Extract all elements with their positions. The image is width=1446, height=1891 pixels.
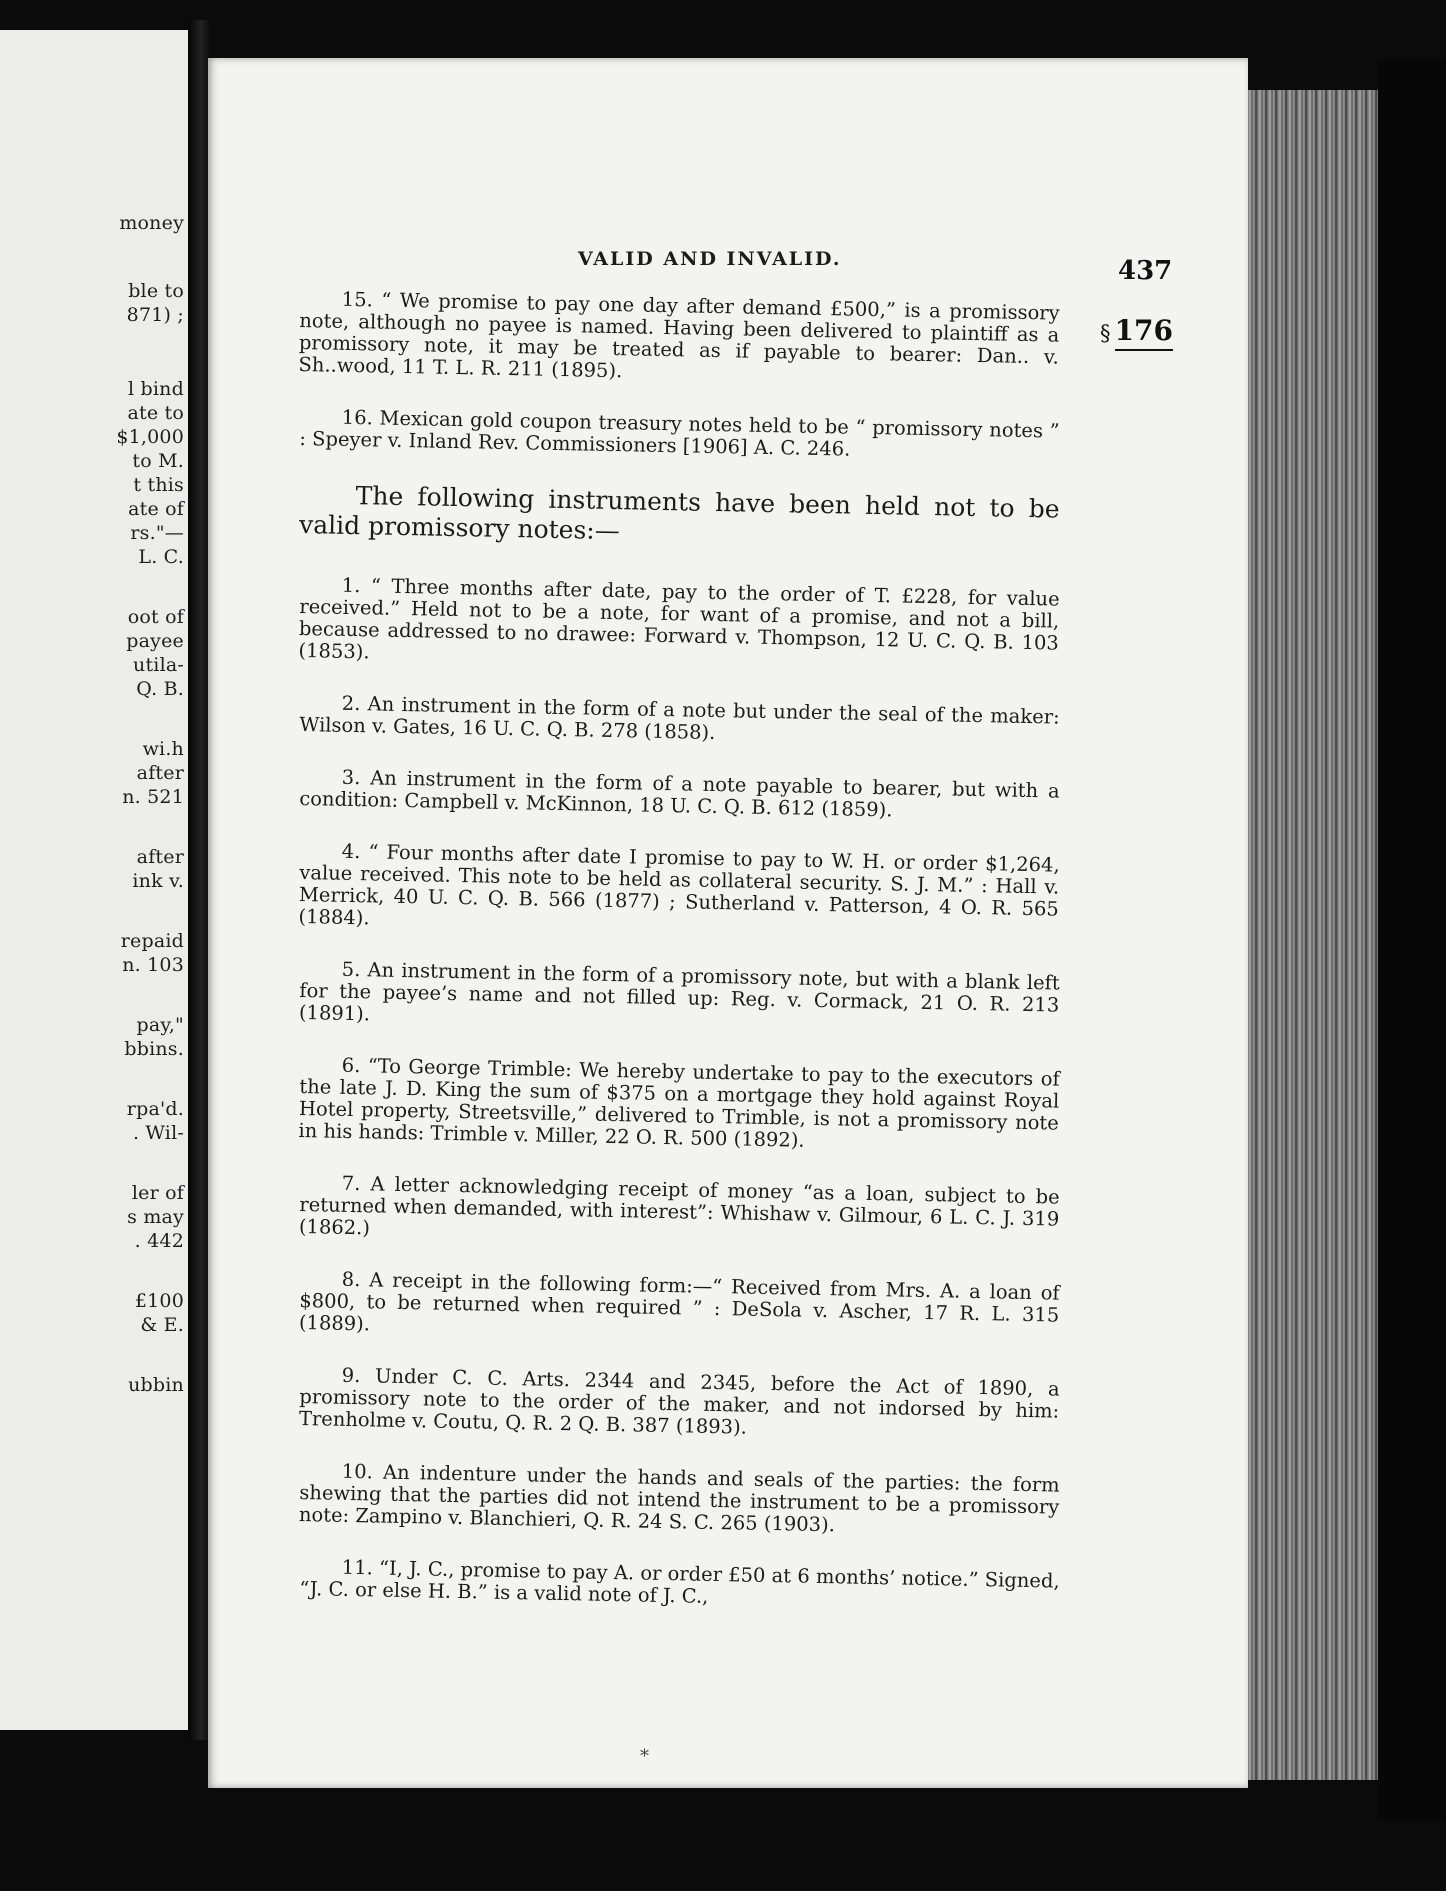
left-page-line: . Wil-: [132, 1122, 184, 1144]
left-page-line: to M.: [132, 450, 184, 472]
page-number: 437: [1118, 256, 1173, 286]
section-number: 176: [1115, 314, 1173, 351]
left-page-line: l bind: [128, 378, 184, 400]
left-page-line: utila-: [133, 654, 184, 676]
left-page-line: $1,000: [116, 426, 184, 448]
scan-background: [1378, 60, 1446, 1820]
left-page-line: L. C.: [138, 546, 184, 568]
page-edges: [1248, 90, 1378, 1780]
paragraph-15: 15. “ We promise to pay one day after demand £500,” is a promissory note, although no payee is named. Having been delivered to plaintiff as a promissory note, it may be treated as if payable to bearer: Dan.. v. Sh..wood, 11 T. L. R. 211 (1895).: [298, 287, 1060, 383]
left-page-line: payee: [126, 630, 184, 652]
left-page-line: bbins.: [124, 1038, 184, 1060]
page-body: [300, 288, 1060, 1630]
paragraph-11: 11. “I, J. C., promise to pay A. or order £50 at 6 months’ notice.” Signed, “J. C. or else H. B.” is a valid note of J. C.,: [299, 1555, 1060, 1608]
section-symbol: §: [1100, 321, 1111, 345]
left-page-line: pay,": [136, 1014, 184, 1036]
left-page-line: Q. B.: [136, 678, 184, 700]
left-page-line: oot of: [127, 606, 184, 628]
paragraph-8: 8. A receipt in the following form:—“ Received from Mrs. A. a loan of $800, to be returned when required ” : DeSola v. Ascher, 17 R. L. 315 (1889).: [298, 1267, 1060, 1336]
left-page-line: repaid: [120, 930, 184, 952]
main-page: [208, 58, 1248, 1788]
left-page-line: 871) ;: [126, 304, 184, 326]
left-page-line: ink v.: [132, 870, 184, 892]
paragraph-16: 16. Mexican gold coupon treasury notes held to be “ promissory notes ” : Speyer v. Inland Rev. Commissioners [1906] A. C. 246.: [299, 405, 1060, 461]
left-page-line: s may: [127, 1206, 184, 1228]
left-page-line: t this: [133, 474, 184, 496]
left-page-line: money: [119, 212, 184, 234]
left-page-line: n. 521: [122, 786, 184, 808]
left-page-line: after: [136, 846, 184, 868]
left-page-line: & E.: [140, 1314, 184, 1336]
running-head: VALID AND INVALID.: [578, 248, 842, 270]
left-page-line: . 442: [134, 1230, 184, 1252]
left-page-line: after: [136, 762, 184, 784]
paragraph-7: 7. A letter acknowledging receipt of money “as a loan, subject to be returned when demanded, with interest”: Whishaw v. Gilmour, 6 L. C. J. 319 (1862.): [298, 1171, 1060, 1240]
book-gutter: [188, 20, 210, 1740]
left-page-line: ate to: [127, 402, 184, 424]
left-page-line: ubbin: [128, 1374, 184, 1396]
left-page-line: ble to: [128, 280, 184, 302]
section-marker: [1100, 314, 1173, 351]
paragraph-10: 10. An indenture under the hands and seals of the parties: the form shewing that the parties did not intend the instrument to be a promissory note: Zampino v. Blanchieri, Q. R. 24 S. C. 265 (1903).: [298, 1459, 1060, 1537]
left-page-line: ate of: [128, 498, 184, 520]
paragraph-6: 6. “To George Trimble: We hereby undertake to pay to the executors of the late J. D. King the sum of $375 on a mortgage they hold against Royal Hotel property, Streetsville,” delivered to Trimble, is not a promissory note in his hands: Trimble v. Miller, 22 O. R. 500 (1892).: [298, 1053, 1060, 1152]
paragraph-5: 5. An instrument in the form of a promissory note, but with a blank left for the payee’s name and not filled up: Reg. v. Cormack, 21 O. R. 213 (1891).: [298, 957, 1060, 1026]
left-page-line: wi.h: [142, 738, 184, 760]
paragraph-2: 2. An instrument in the form of a note but under the seal of the maker: Wilson v. Gates, 16 U. C. Q. B. 278 (1858).: [299, 691, 1060, 744]
footer-mark: *: [640, 1746, 649, 1767]
left-facing-page: [0, 30, 192, 1730]
left-page-line: rs."—: [130, 522, 184, 544]
left-page-line: n. 103: [122, 954, 184, 976]
paragraph-1: 1. “ Three months after date, pay to the order of T. £228, for value received.” Held not to be a note, for want of a promise, and not a bill, because addressed to no drawee: Forward v. Thompson, 12 U. C. Q. B. 103 (1853).: [298, 573, 1060, 664]
paragraph-4: 4. “ Four months after date I promise to pay to W. H. or order $1,264, value received. This note to be held as collateral security. S. J. M.” : Hall v. Merrick, 40 U. C. Q. B. 566 (1877) ; Sutherland v. Patterson, 4 O. R. 565 (1884).: [298, 839, 1060, 930]
paragraph-9: 9. Under C. C. Arts. 2344 and 2345, before the Act of 1890, a promissory note to the order of the maker, and not indorsed by him: Trenholme v. Coutu, Q. R. 2 Q. B. 387 (1893).: [298, 1363, 1060, 1439]
left-page-line: ler of: [131, 1182, 184, 1204]
intro-statement: The following instruments have been held not to be valid promissory notes:—: [298, 481, 1060, 546]
left-page-line: £100: [134, 1290, 184, 1312]
left-page-line: rpa'd.: [126, 1098, 184, 1120]
paragraph-3: 3. An instrument in the form of a note payable to bearer, but with a condition: Campbell v. McKinnon, 18 U. C. Q. B. 612 (1859).: [299, 765, 1060, 822]
